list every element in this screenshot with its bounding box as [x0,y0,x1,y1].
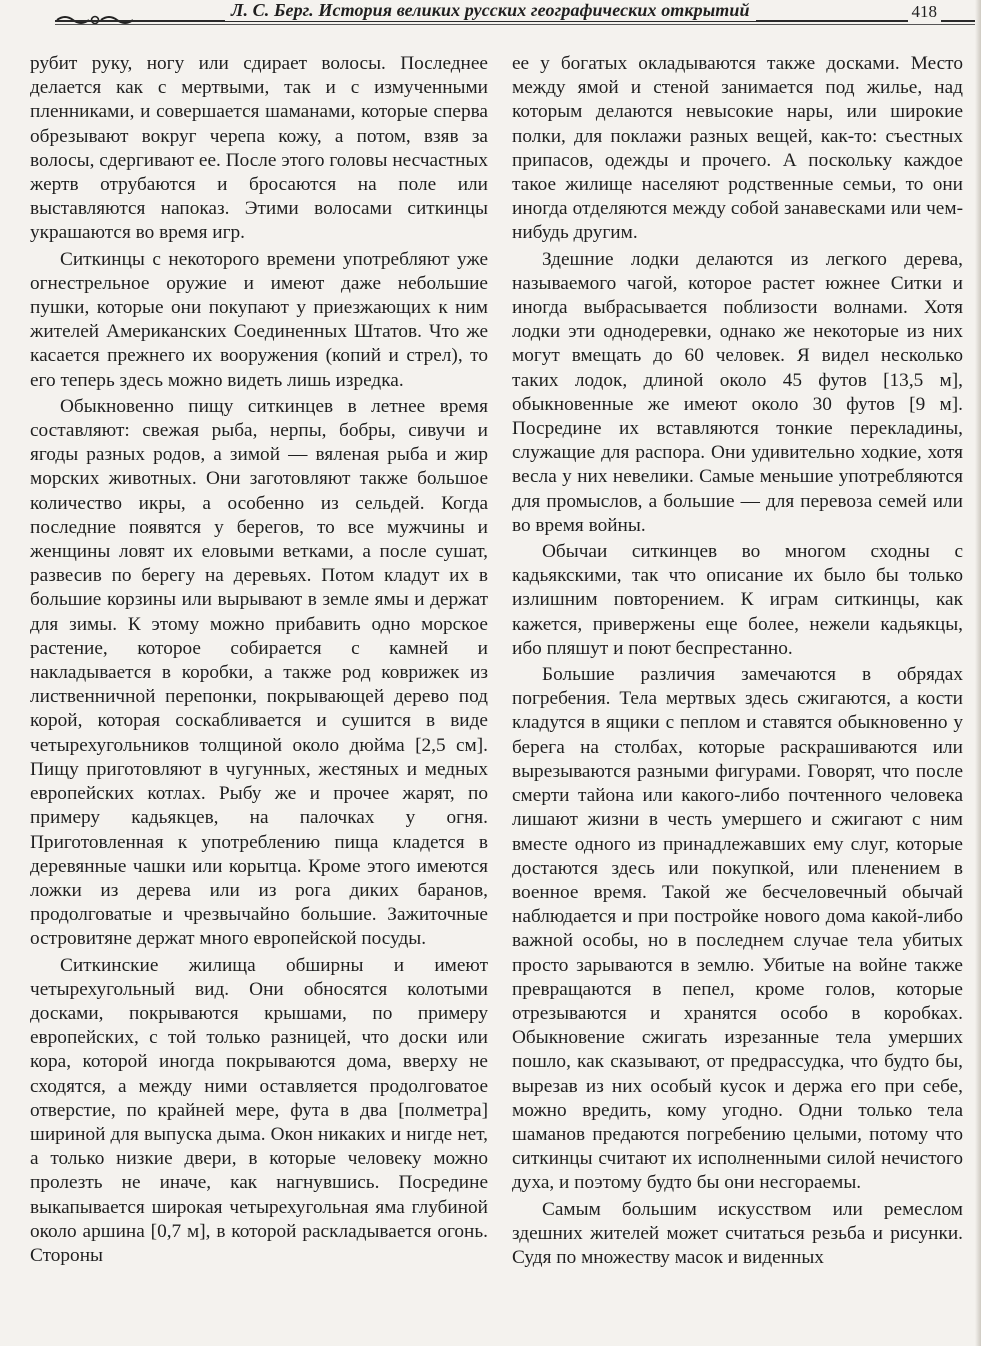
page-header [0,0,981,30]
paragraph: Ситкинцы с некоторого времени употребляют уже огнестрельное оружие и имеют даже небольшие пушки, которые они покупают у приезжающих к ним жителей Американских Соединенных Штатов. Что же касается прежнего их вооружения (копий и стрел), то его теперь здесь можно видеть лишь изредка. [30,248,488,391]
paragraph: рубит руку, ногу или сдирает волосы. Последнее делается как с мертвыми, так и с измученными пленниками, и совершается шаманами, которые сперва обрезывают вокруг черепа кожу, а потом, взяв за волосы, сдергивают ее. После этого головы несчастных жертв отрубаются и бросаются на поле или выставляются напоказ. Этими волосами ситкинцы украшаются во время игр. [30,53,488,244]
left-column [30,52,488,1268]
paragraph: Обыкновенно пищу ситкинцев в летнее время составляют: свежая рыба, нерпы, бобры, сивучи и ягоды разных родов, а зимой — вяленая рыба и жир морских животных. Они заготовляют также большое количество икры, а особенно из сельдей. Когда последние появятся у берегов, то все мужчины и женщины ловят их еловыми ветками, а после сушат, развесив по берегу на деревьях. Потом кладут их в большие корзины или вырывают в земле ямы и держат для зимы. К этому можно прибавить одно морское растение, которое собирается с камней и накладывается в коробки, а также род коврижек из лиственничной перепонки, покрывающей дерево под корой, которая соскабливается и сушится в виде четырехугольников толщиной около дюйма [2,5 см]. Пищу приготовляют в чугунных, жестяных и медных европейских котлах. Рыбу же и прочее жарят, по примеру кадьякцев, на палочках у огня. Приготовленная к употреблению пища кладется в деревянные чашки или корытца. Кроме этого имеются ложки из дерева или из рога диких баранов, продолговатые и чрезвычайно большие. Зажиточные островитяне держат много европейской посуды. [30,395,488,950]
header-rule-thin [55,24,981,25]
page-number: 418 [908,2,942,22]
paragraph: Большие различия замечаются в обрядах погребения. Тела мертвых здесь сжигаются, а кости кладутся в ящики с пеплом и ставятся обыкновенно у берега на столбах, которые раскрашиваются или вырезываются разными фигурами. Говорят, что после смерти тайона или какого-либо почтенного человека лишают жизни в честь умершего и сжигают с ним вместе одного из принадлежавших ему слуг, которые достаются здесь или покупкой, или пленением в военное время. Такой же бесчеловечный обычай наблюдается и при постройке нового дома какой-либо важной особы, но в последнем случае тела убитых просто зарываются в землю. Убитые на войне также превращаются в пепел, кроме голов, которые отрезываются и хранятся особо в коробках. Обыкновение сжигать изрезанные тела умерших пошло, как сказывают, от предрассудка, что будто бы, вырезав из них особый кусок и держа его при себе, можно вредить, кому угодно. Одни только тела шаманов предаются погребению целыми, потому что ситкинцы считают их исполненными силой нечистого духа, и поэтому будто бы они несгораемы. [512,664,963,1194]
paragraph: Самым большим искусством или ремеслом здешних жителей может считаться резьба и рисунки. Судя по множеству масок и виденных [512,1198,963,1268]
paragraph: Здешние лодки делаются из легкого дерева, называемого чагой, которое растет южнее Ситки и иногда выбрасывается поблизости волнами. Хотя лодки эти однодеревки, однако же некоторые из них могут вмещать до 60 человек. Я видел несколько таких лодок, длиной около 45 футов [13,5 м], обыкновенные же имеют около 30 футов [9 м]. Посредине их вставляются тонкие перекладины, служащие для распора. Они удивительно ходкие, хотя весла у них невелики. Самые меньшие употребляются для промыслов, а большие — для перевоза семей или во время войны. [512,248,963,536]
paragraph: Обычаи ситкинцев во многом сходны с кадьякскими, так что описание их было бы только излишним повторением. К играм ситкинцы, как кажется, привержены еще более, нежели кадьякцы, ибо пляшут и поют беспрестанно. [512,541,963,659]
paragraph: Ситкинские жилища обширны и имеют четырехугольный вид. Они обносятся колотыми досками, покрываются крышами, по примеру европейских, с той только разницей, что доски или кора, которой иногда покрываются дома, вверху не сходятся, а между ними оставляется продолговатое отверстие, по крайней мере, фута в два [полметра] шириной для выпуска дыма. Окон никаких и нигде нет, а только низкие двери, в которые человеку можно пролезть не иначе, как нагнувшись. Посредине выкапывается широкая четырехугольная яма глубиной около аршина [0,7 м], в которой раскладывается огонь. Стороны [30,954,488,1266]
right-column [512,52,963,1270]
paragraph: ее у богатых окладываются также досками. Место между ямой и стеной занимается под жилье, над которым делаются невысокие нары, или широкие полки, для поклажи разных вещей, как-то: съестных припасов, одежды и прочего. А поскольку каждое такое жилище населяют родственные семьи, то они иногда отделяются между собой занавесками или чем-нибудь другим. [512,53,963,244]
scan-edge-shadow [975,0,981,1346]
running-title: Л. С. Берг. История великих русских географических открытий [225,0,756,21]
